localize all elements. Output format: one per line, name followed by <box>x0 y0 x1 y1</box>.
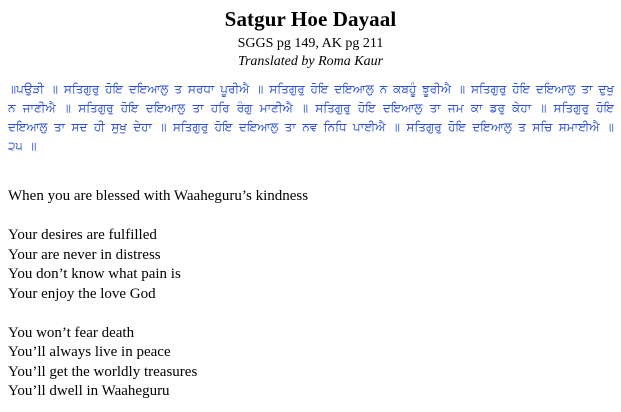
gurbani-passage: ॥ਪਉੜੀ ॥ ਸਤਿਗੁਰੁ ਹੋਇ ਦਇਆਲੁ ਤ ਸਰਧਾ ਪੂਰੀਐ ॥ ਸਤਿਗੁਰੁ ਹੋਇ ਦਇਆਲੁ ਨ ਕਬਹੂੰ ਝੂਰੀਐ ॥ ਸਤਿਗੁਰੁ ਹੋਇ ਦਇਆਲੁ ਤਾ ਦੁਖੁ ਨ ਜਾਣੀਐ ॥ ਸਤਿਗੁਰੁ ਹੋਇ ਦਇਆਲੁ ਤਾ ਹਰਿ ਰੰਗੁ ਮਾਣੀਐ ॥ ਸਤਿਗੁਰੁ ਹੋਇ ਦਇਆਲੁ ਤਾ ਜਮ ਕਾ ਡਰੁ ਕੇਹਾ ॥ ਸਤਿਗੁਰੁ ਹੋਇ ਦਇਆਲੁ ਤਾ ਸਦ ਹੀ ਸੁਖੁ ਦੇਹਾ ॥ ਸਤਿਗੁਰੁ ਹੋਇ ਦਇਆਲੁ ਤਾ ਨਵ ਨਿਧਿ ਪਾਈਐ ॥ ਸਤਿਗੁਰੁ ਹੋਇ ਦਇਆਲੁ ਤ ਸਚਿ ਸਮਾਈਐ ॥ ੨੫ ॥ <box>8 82 614 153</box>
stanza-line: Your desires are fulfilled <box>8 227 157 243</box>
page-title: Satgur Hoe Dayaal <box>224 7 397 31</box>
translation-intro: When you are blessed with Waaheguru’s kindness <box>8 188 309 204</box>
stanza-spacer <box>8 304 613 324</box>
scripture-reference: SGGS pg 149, AK pg 211 <box>237 36 384 51</box>
stanza-line: You won’t fear death <box>8 324 135 341</box>
stanza-spacer <box>8 207 613 227</box>
translation-body <box>8 187 613 402</box>
translator-credit: Translated by Roma Kaur <box>237 54 384 69</box>
stanza-line: You’ll get the worldly treasures <box>8 363 198 380</box>
stanza-line: You don’t know what pain is <box>8 266 181 282</box>
stanza-line: Your are never in distress <box>8 246 161 263</box>
stanza-line: You’ll dwell in Waaheguru <box>8 383 170 399</box>
stanza-line: Your enjoy the love God <box>8 285 156 302</box>
stanza-line: You’ll always live in peace <box>8 344 171 360</box>
